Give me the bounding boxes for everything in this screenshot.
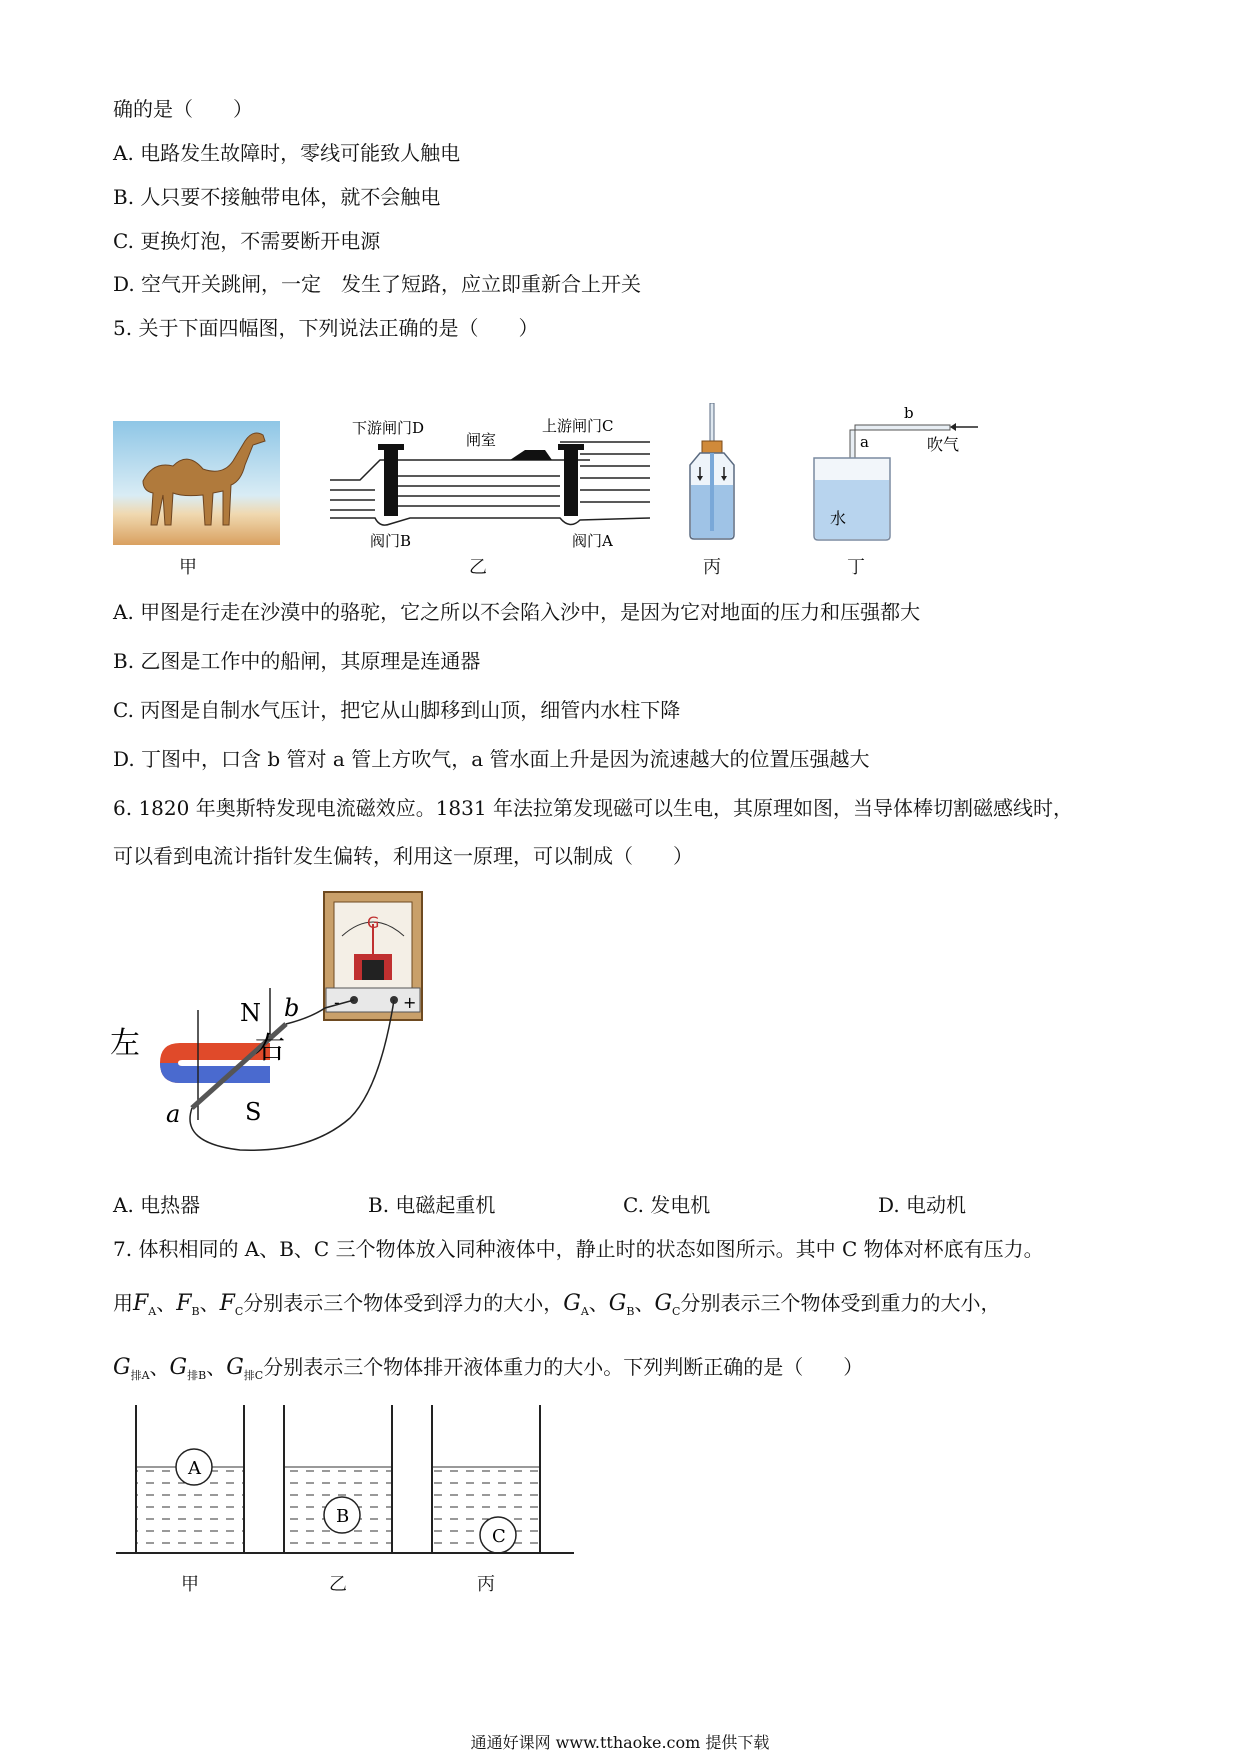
q5-option-b: B. 乙图是工作中的船闸，其原理是连通器 (113, 649, 481, 673)
q6-stem-line1: 6. 1820 年奥斯特发现电流磁效应。1831 年法拉第发现磁可以生电，其原理如图，当导体棒切割磁感线时， (113, 796, 1073, 820)
ship-lock-figure (330, 418, 650, 553)
caption-ding: 丁 (847, 557, 865, 578)
ball-c: C (492, 1526, 506, 1547)
q6-option-a: A. 电热器 (113, 1193, 201, 1217)
label-g: G (367, 913, 380, 932)
camel-figure (113, 421, 280, 545)
q5-option-d: D. 丁图中，口含 b 管对 a 管上方吹气，a 管水面上升是因为流速越大的位置压强越大 (113, 747, 870, 771)
label-right: 右 (255, 1031, 285, 1066)
label-b: b (284, 994, 300, 1022)
q4-option-c: C. 更换灯泡，不需要断开电源 (113, 229, 381, 253)
q7-stem-line1: 7. 体积相同的 A、B、C 三个物体放入同种液体中，静止时的状态如图所示。其中 C 物体对杯底有压力。 (113, 1237, 1044, 1261)
q6-option-b: B. 电磁起重机 (368, 1193, 496, 1217)
caption-cup-bing: 丙 (477, 1574, 495, 1595)
label-straw-a: a (860, 433, 869, 451)
q6-option-c: C. 发电机 (623, 1193, 711, 1217)
q5-stem: 5. 关于下面四幅图，下列说法正确的是（ ） (113, 316, 539, 340)
label-chamber: 闸室 (466, 431, 497, 449)
label-left: 左 (110, 1026, 140, 1061)
label-s: S (245, 1098, 262, 1126)
q4-option-d: D. 空气开关跳闸，一定 发生了短路，应立即重新合上开关 (113, 272, 642, 296)
label-blow: 吹气 (927, 435, 960, 454)
buoyancy-cups-figure (112, 1405, 582, 1565)
label-water: 水 (830, 509, 847, 528)
label-gate-c: 上游闸门C (542, 418, 614, 435)
straw-figure (800, 400, 980, 545)
caption-jia: 甲 (179, 557, 197, 578)
q7-stem-line2: 用$F_A$、$F_B$、$F_C$分别表示三个物体受到浮力的大小，$G_A$、$G_B$、$G_C$分别表示三个物体受到重力的大小， (113, 1291, 1001, 1318)
q4-option-a: A. 电路发生故障时，零线可能致人触电 (113, 141, 461, 165)
q6-option-d: D. 电动机 (878, 1193, 967, 1217)
caption-yi: 乙 (469, 557, 487, 578)
generator-figure (110, 888, 430, 1153)
label-gate-d: 下游闸门D (352, 419, 425, 437)
caption-cup-yi: 乙 (329, 1574, 347, 1595)
q4-option-b: B. 人只要不接触带电体，就不会触电 (113, 185, 441, 209)
ball-a: A (188, 1458, 201, 1479)
label-a: a (166, 1100, 181, 1128)
ball-b: B (336, 1506, 350, 1527)
q6-stem-line2: 可以看到电流计指针发生偏转，利用这一原理，可以制成（ ） (113, 844, 693, 868)
caption-cup-jia: 甲 (181, 1574, 199, 1595)
label-valve-b: 阀门B (370, 532, 412, 550)
label-minus: - (334, 993, 340, 1012)
label-n: N (240, 999, 261, 1027)
barometer-bottle-figure (682, 403, 742, 541)
q5-option-a: A. 甲图是行走在沙漠中的骆驼，它之所以不会陷入沙中，是因为它对地面的压力和压强都大 (113, 600, 921, 624)
caption-bing: 丙 (703, 557, 721, 578)
label-straw-b: b (904, 404, 914, 422)
label-valve-a: 阀门A (572, 532, 613, 550)
q7-stem-line3: $G_{排A}$、$G_{排B}$、$G_{排C}$分别表示三个物体排开液体重力的大小。下列判断正确的是（ ） (113, 1355, 864, 1382)
page-footer: 通通好课网 www.tthaoke.com 提供下载 (470, 1733, 770, 1752)
q4-stem-tail: 确的是（ ） (113, 97, 253, 121)
label-plus: + (403, 993, 417, 1012)
q5-option-c: C. 丙图是自制水气压计，把它从山脚移到山顶，细管内水柱下降 (113, 698, 681, 722)
